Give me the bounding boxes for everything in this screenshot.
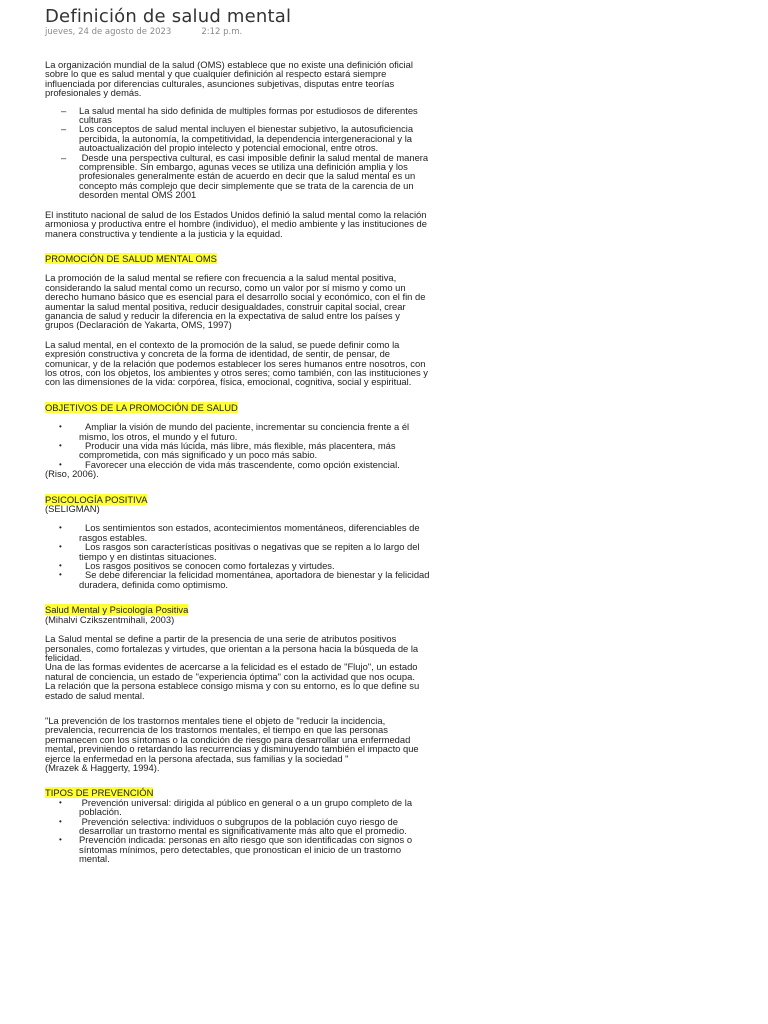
promo-paragraph-1: La promoción de la salud mental se refiere con frecuencia a la salud mental positiva, considerando la salud mental como un recurso, como un valor por sí mismo y como un derecho humano básico que es esencial para el desarrollo social y económico, con el fin de aumentar la salud mental positiva, reducir desigualdades, construir capital social, crear ganancia de salud y reducir la diferencia en la expectativa de salud entre los países y grupos (Declaración de Yakarta, OMS, 1997): [45, 272, 426, 331]
list-item: • Ampliar la visión de mundo del paciente, incrementar su conciencia frente a él mismo, los otros, el mundo y el futuro.: [59, 421, 410, 442]
note-body: [45, 60, 430, 864]
page-meta: [45, 27, 242, 37]
tipos-list: [45, 798, 430, 864]
quote-source: (Mrazek & Haggerty, 1994).: [45, 761, 160, 773]
list-item: • Los sentimientos son estados, acontecimientos momentáneos, diferenciables de rasgos estables.: [59, 522, 420, 543]
list-item: – Los conceptos de salud mental incluyen el bienestar subjetivo, la autosuficiencia percibida, la autonomía, la competitividad, la dependencia intergeneracional y la autoactualización del propio intelecto y potencial emocional, entre otros.: [61, 123, 414, 154]
page-time: 2:12 p.m.: [201, 27, 243, 37]
smpp-sub: (Mihalvi Czikszentmihali, 2003): [45, 613, 175, 625]
section-heading-psicologia: PSICOLOGÍA POSITIVA: [45, 493, 148, 505]
section-heading-promocion: PROMOCIÓN DE SALUD MENTAL OMS: [45, 252, 217, 264]
smpp-line-2: Una de las formas evidentes de acercarse a la felicidad es el estado de "Flujo", un estado natural de conciencia, un estado de "experiencia óptima" con la actividad que nos ocupa.: [45, 661, 418, 682]
list-item: • Los rasgos positivos se conocen como fortalezas y virtudes.: [59, 560, 335, 572]
list-item: • Prevención selectiva: individuos o subgrupos de la población cuyo riesgo de desarrollar un trastorno mental es significativamente más alto que el promedio.: [59, 815, 407, 836]
nih-paragraph: El instituto nacional de salud de los Estados Unidos definió la salud mental como la relación armoniosa y productiva entre el hombre (individuo), el medio ambiente y las instituciones de manera constructiva y tendiente a la justicia y la equidad.: [45, 208, 427, 239]
list-item: – Desde una perspectiva cultural, es casi imposible definir la salud mental de manera comprensible. Sin embargo, agunas veces se utiliza una definición amplia y los profesionales generalmente están de acuerdo en decir que la salud mental es un concepto más complejo que decir simplemente que se trata de la carencia de un desorden mental OMS 2001: [61, 151, 431, 201]
section-heading-tipos: TIPOS DE PREVENCIÓN: [45, 787, 154, 799]
psicologia-sub: (SELIGMAN): [45, 503, 100, 515]
list-item: • Producir una vida más lúcida, más libre, más flexible, más placentera, más comprometida, con más significado y un poco más sabio.: [59, 440, 396, 461]
page-date: jueves, 24 de agosto de 2023: [45, 27, 172, 37]
list-item: • Prevención universal: dirigida al público en general o a un grupo completo de la población.: [59, 796, 415, 818]
list-item: • Prevención indicada: personas en alto riesgo que son identificadas con signos o síntomas mínimos, pero detectables, que pronostican el inicio de un trastorno mental.: [59, 834, 413, 865]
page-title: Definición de salud mental: [45, 6, 292, 27]
list-item: • Se debe diferenciar la felicidad momentánea, aportadora de bienestar y la felicidad duradera, definida como optimismo.: [59, 569, 430, 590]
list-item: • Favorecer una elección de vida más trascendente, como opción existencial.: [59, 458, 400, 470]
intro-paragraph: La organización mundial de la salud (OMS) establece que no existe una definición oficial sobre lo que es salud mental y que cualquier definición al respecto estará siempre influenciada por diferencias culturales, asunciones subjetivas, disputas entre teorías profesionales y demás.: [45, 59, 413, 99]
objetivos-source: (Riso, 2006).: [45, 468, 99, 480]
list-item: – La salud mental ha sido definida de multiples formas por estudiosos de diferentes culturas: [61, 104, 418, 126]
smpp-line-1: La Salud mental se define a partir de la presencia de una serie de atributos positivos personales, como fortalezas y virtudes, que orientan a la persona hacia la búsqueda de la felicidad.: [45, 633, 419, 663]
smpp-line-3: La relación que la persona establece consigo misma y con su entorno, es lo que define su estado de salud mental.: [45, 680, 420, 701]
objetivos-list: [45, 422, 430, 469]
quote-paragraph: "La prevención de los trastornos mentales tiene el objeto de "reducir la incidencia, prevalencia, recurrencia de los trastornos mentales, el tiempo en que las personas permanecen con los síntomas o la condición de riesgo para desarrollar una enfermedad mental, previniendo o retardando las recurrencias y disminuyendo también el impacto que ejerce la enfermedad en la persona afectada, sus familias y la sociedad ": [45, 714, 419, 764]
section-heading-smpp: Salud Mental y Psicología Positiva: [45, 604, 189, 616]
promo-paragraph-2: La salud mental, en el contexto de la promoción de la salud, se puede definir como la expresión constructiva y concreta de la forma de identidad, de sentir, de pensar, de comunicar, y de la relación que podemos establecer los seres humanos entre nosotros, con los otros, con los objetos, los ambientes y otros seres; como también, con las instituciones y con las dimensiones de la vida: corpórea, física, emocional, cognitiva, social y espiritual.: [45, 338, 428, 388]
list-item: • Los rasgos son características positivas o negativas que se repiten a lo largo del tiempo y en distintas situaciones.: [59, 541, 420, 562]
section-heading-objetivos: OBJETIVOS DE LA PROMOCIÓN DE SALUD: [45, 401, 238, 413]
intro-list: [45, 106, 430, 200]
psicologia-list: [45, 523, 430, 589]
